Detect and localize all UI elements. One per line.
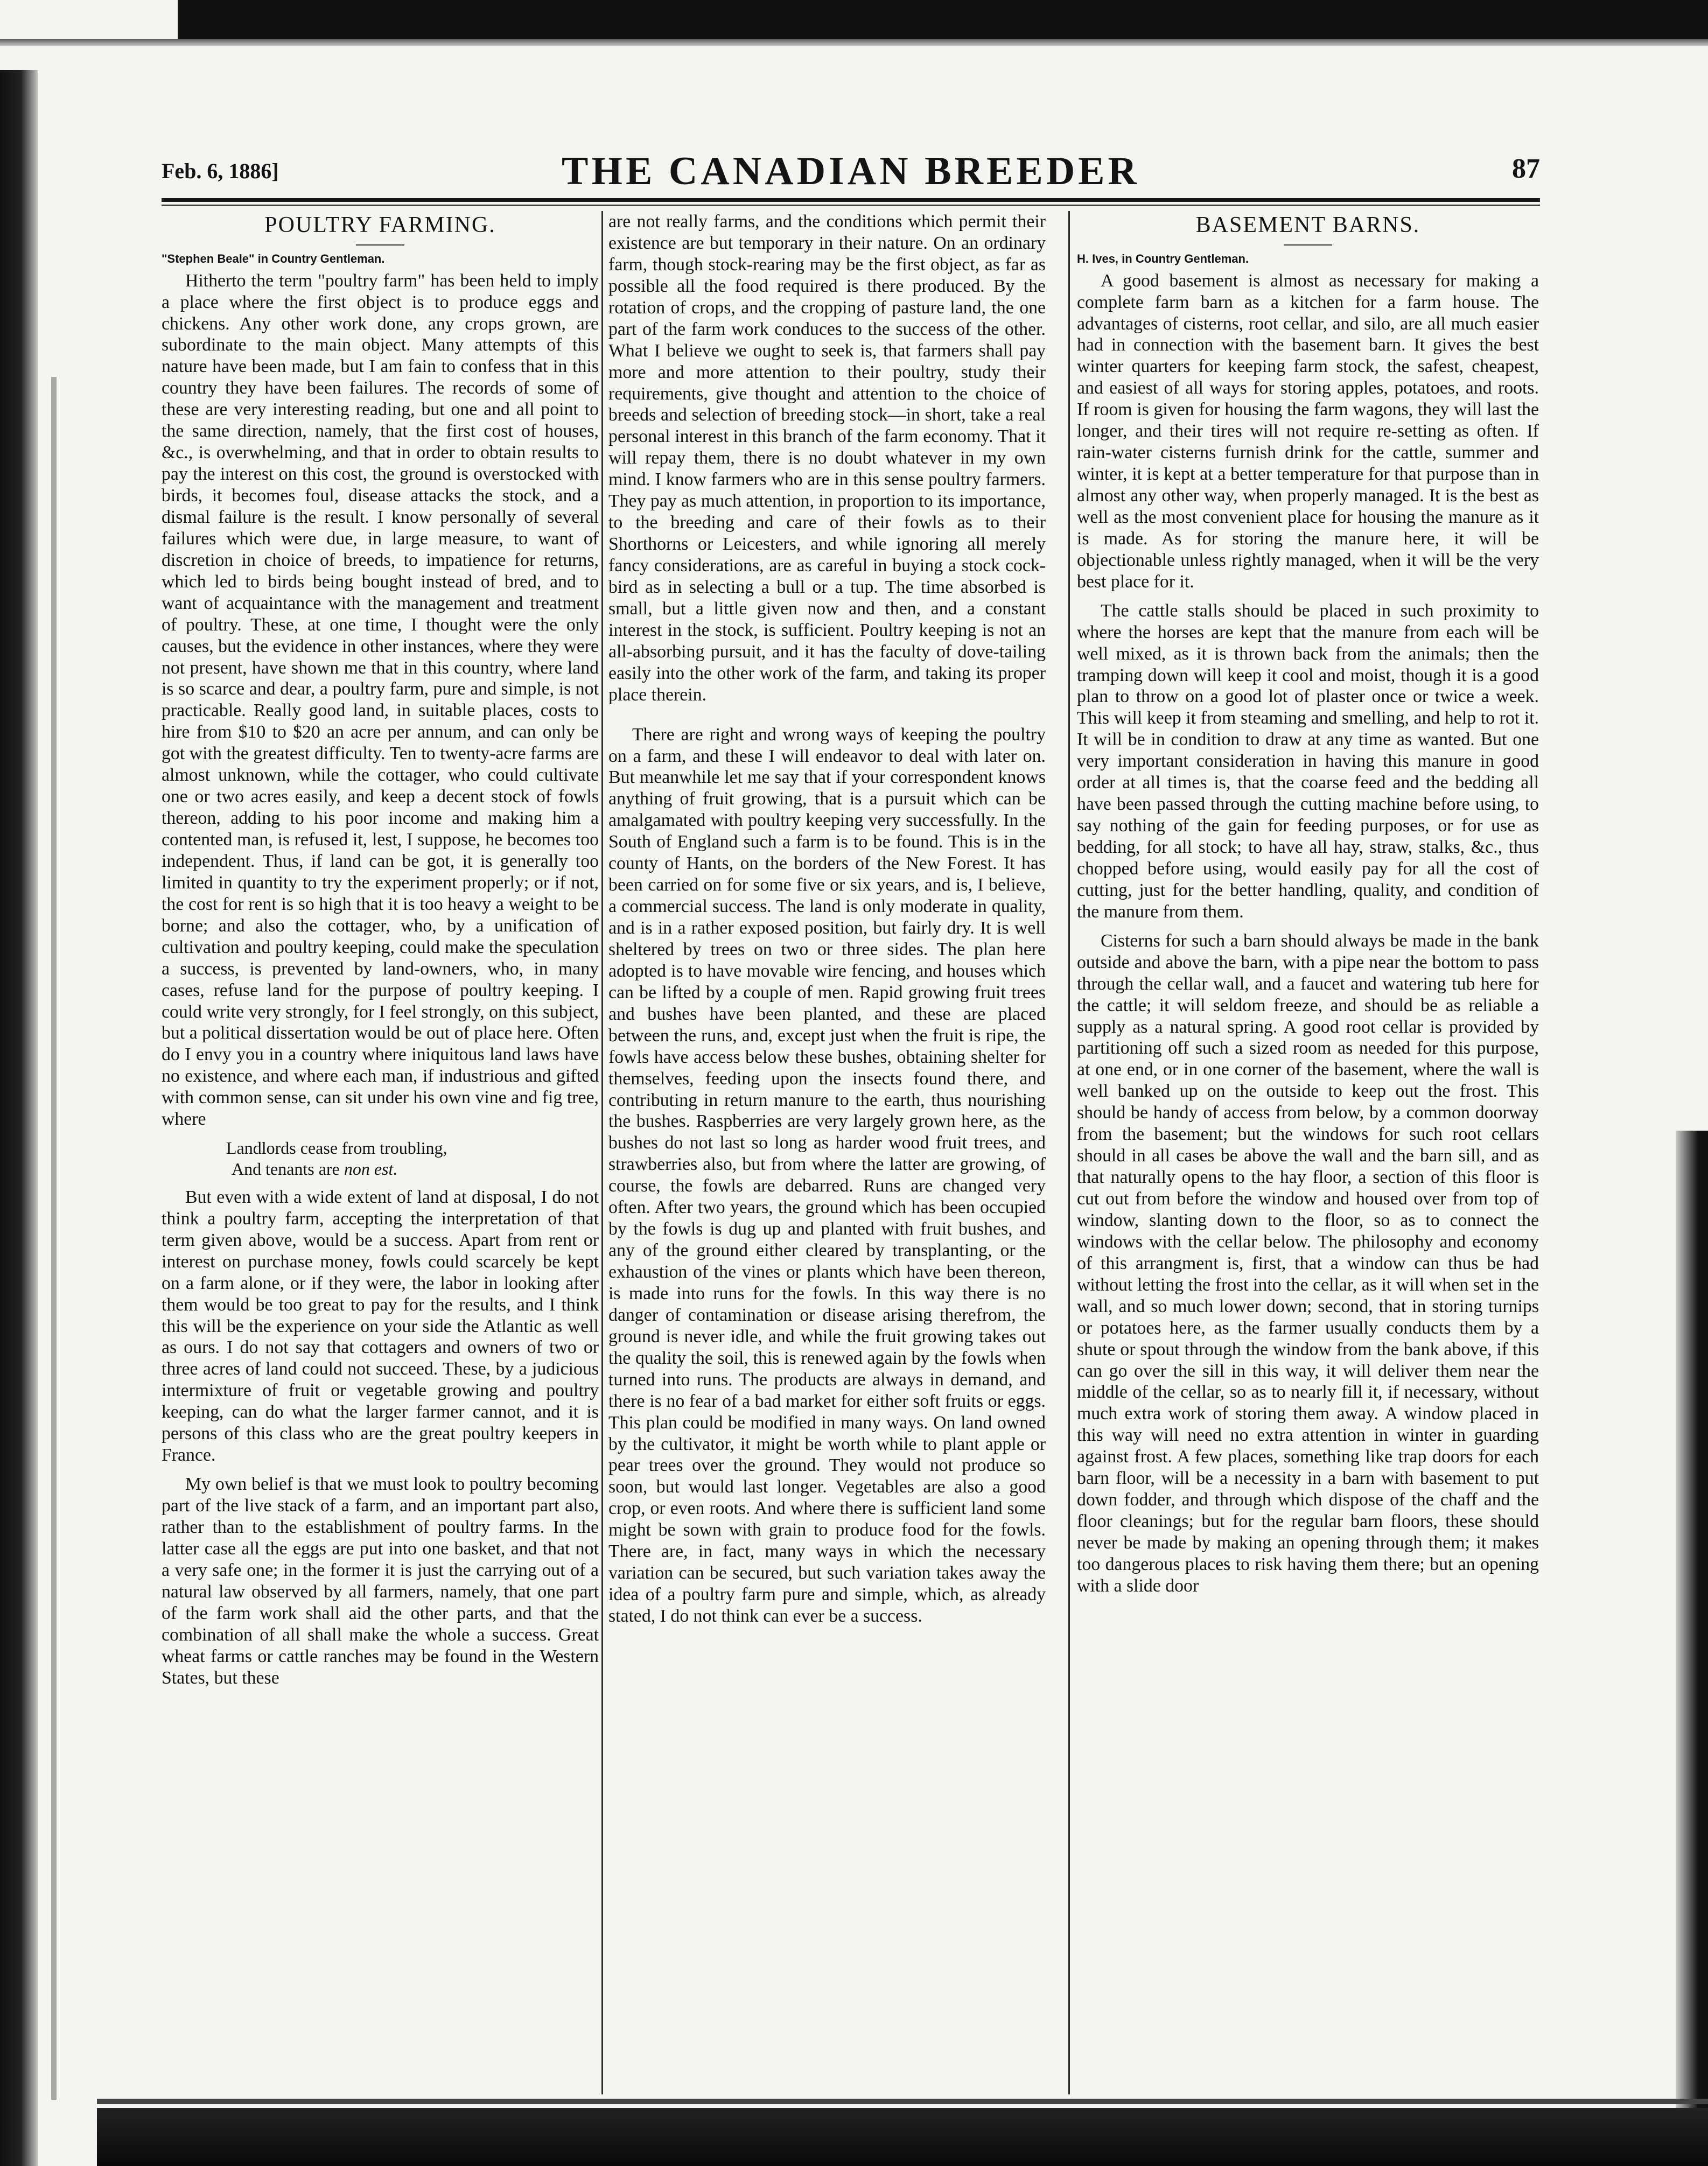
- column-divider: [601, 211, 603, 2094]
- masthead-rule-thin: [162, 205, 1540, 206]
- scan-border-right: [1676, 1131, 1708, 2166]
- verse-line-text: And tenants are: [232, 1159, 344, 1179]
- verse-line-latin: non est.: [344, 1159, 398, 1179]
- byline-poultry: "Stephen Beale" in Country Gentleman.: [162, 251, 385, 265]
- scan-border-top: [178, 0, 1708, 39]
- page-number: 87: [1512, 153, 1540, 184]
- paragraph-continued: are not really farms, and the conditions which permit their existence are but temporary in their nature. On an ordinary farm, though stock-rearing may be the first object, as far as possible all the food required is there produced. By the rotation of crops, and the cropping of pasture land, the one part of the farm work conduces to the success of the other. What I believe we ought to seek is, that farmers shall pay more and more attention to their poultry, study their requirements, give thought and attention to the choice of breeds and selection of breeding stock—in short, take a real personal interest in this branch of the farm economy. That it will repay them, there is no doubt whatever in my own mind. I know farmers who are in this sense poultry farmers. They pay as much attention, in proportion to its importance, to the breeding and care of their fowls as to their Shorthorns or Leicesters, and while ignoring all merely fancy considerations, are as careful in buying a stock cock-bird as in selecting a bull or a tup. The time absorbed is small, but a little given now and then, and a constant interest in the stock, is sufficient. Poultry keeping is not an all-absorbing pursuit, and it has the faculty of dove-tailing easily into the other work of the farm, and taking its proper place therein.: [608, 212, 1046, 705]
- column-divider: [1068, 211, 1070, 2094]
- byline-barns: H. Ives, in Country Gentleman.: [1077, 251, 1249, 265]
- scan-border-bottom: [97, 2108, 1708, 2166]
- paragraph: Hitherto the term "poultry farm" has been held to imply a place where the first object is to produce eggs and chickens. Any other work done, any crops grown, are subordinate to the main object. Many attempts of this nature have been made, but I am fain to confess that in this country they have been failures. The records of some of these are very interesting reading, but one and all point to the same direction, namely, that the first cost of houses, &c., is overwhelming, and that in order to obtain results to pay the interest on this cost, the ground is overstocked with birds, it becomes foul, disease attacks the stock, and a dismal failure is the result. I know personally of several failures which were due, in large measure, to want of discretion in choice of breeds, to impatience for returns, which led to birds being bought instead of bred, and to want of acquaintance with the management and treatment of poultry. These, at one time, I thought were the only causes, but the evidence in other instances, where they were not present, have shown me that in this country, where land is so scarce and dear, a poultry farm, pure and simple, is not practicable. Really good land, in suitable places, costs to hire from $10 to $20 an acre per annum, and can only be got with the greatest difficulty. Ten to twenty-acre farms are almost unknown, while the cottager, who could cultivate one or two acres easily, and keep a decent stock of fowls thereon, adding to his poor income and making him a contented man, is refused it, lest, I suppose, he becomes too independent. Thus, if land can be got, it is generally too limited in quantity to try the experiment properly; or if not, the cost for rent is so high that it is too heavy a weight to be borne; and also the cottager, who, by a unification of cultivation and poultry keeping, could make the speculation a success, is prevented by land-owners, who, in many cases, refuse land for the purpose of poultry keeping. I could write very strongly, for I feel strongly, on this subject, but a political dissertation would be out of place here. Often do I envy you in a country where iniquitous land laws have no existence, and where each man, if industrious and gifted with common sense, can sit under his own vine and fig tree, where: [162, 270, 599, 1130]
- article-title-poultry: POULTRY FARMING.: [264, 213, 496, 237]
- issue-date: Feb. 6, 1886]: [162, 159, 279, 183]
- paragraph: My own belief is that we must look to poultry becoming part of the live stack of a farm, and an important part also, rather than to the establishment of poultry farms. In the latter case all the eggs are put into one basket, and that not a very safe one; in the former it is just the carrying out of a natural law observed by all farmers, namely, that one part of the farm work shall aid the other parts, and that the combination of all shall make the whole a success. Great wheat farms or cattle ranches may be found in the Western States, but these: [162, 1474, 599, 1688]
- paragraph: The cattle stalls should be placed in such proximity to where the horses are kept that the manure from each will be well mixed, as it is thrown back from the animals; then the tramping down will keep it cool and moist, though it is a good plan to throw on a good lot of plaster once or twice a week. This will keep it from steaming and smelling, and help to rot it. It will be in condition to draw at any time as wanted. But one very important consideration in having this manure in good order at all times is, that the coarse feed and the bedding all have been passed through the cutting machine before using, to say nothing of the gain for feeding purposes, or for use as bedding, for all stock; to have all hay, straw, stalks, &c., thus chopped before using, would easily pay for all the cost of cutting, just for the better handling, quality, and condition of the manure from them.: [1077, 600, 1539, 922]
- verse-quote: [226, 1138, 599, 1179]
- scan-border-left: [0, 70, 38, 2166]
- verse-line: [226, 1159, 599, 1179]
- paragraph: A good basement is almost as necessary for making a complete farm barn as a kitchen for a farm house. The advantages of cisterns, root cellar, and silo, are all much easier had in connection with the basement barn. It gives the best winter quarters for keeping farm stock, the safest, cheapest, and easiest of all ways for storing apples, potatoes, and roots. If room is given for housing the farm wagons, they will last the longer, and their tires will not require re-setting as often. If rain-water cisterns furnish drink for the cattle, summer and winter, it is kept at a better temperature for that purpose than in almost any other way, when properly managed. It is the best as well as the most convenient place for housing the manure as it is made. As for storing the manure here, it will be objectionable unless rightly managed, when it will be the very best place for it.: [1077, 270, 1539, 592]
- paragraph: There are right and wrong ways of keeping the poultry on a farm, and these I will endeavor to deal with later on. But meanwhile let me say that if your correspondent knows anything of fruit growing, that is a pursuit which can be amalgamated with poultry keeping very successfully. In the South of England such a farm is to be found. This is in the county of Hants, on the borders of the New Forest. It has been carried on for some five or six years, and is, I believe, a commercial success. The land is only moderate in quality, and is in a rather exposed position, but fairly dry. It is well sheltered by trees on two or three sides. The plan here adopted is to have movable wire fencing, and houses which can be lifted by a couple of men. Rapid growing fruit trees and bushes have been planted, and these are placed between the runs, and, except just when the fruit is ripe, the fowls have access below these bushes, obtaining shelter for themselves, feeding upon the insects found there, and contributing in return manure to the earth, thus nourishing the bushes. Raspberries are very largely grown here, as the bushes do not last so long as harder wood fruit trees, and strawberries also, but from where the latter are growing, of course, the fowls are debarred. Runs are changed very often. After two years, the ground which has been occupied by the fowls is dug up and planted with fruit bushes, and any of the ground either cleared by transplanting, or the exhaustion of the vines or plants which have been thereon, is made into runs for the fowls. In this way there is no danger of contamination or disease arising therefrom, the ground is never idle, and while the fruit growing takes out the quality the soil, this is renewed again by the fowls when turned into runs. The products are always in demand, and there is no fear of a bad market for either soft fruits or eggs. This plan could be modified in many ways. On land owned by the cultivator, it might be worth while to plant apple or pear trees over the ground. They would not produce so soon, but would last longer. Vegetables are also a good crop, or even roots. And where there is sufficient land some might be sown with grain to produce food for the fowls. There are, in fact, many ways in which the necessary variation can be secured, but such variation takes away the idea of a poultry farm pure and simple, which, as already stated, I do not think can ever be a success.: [608, 724, 1046, 1626]
- paragraph: But even with a wide extent of land at disposal, I do not think a poultry farm, accepting the interpretation of that term given above, would be a success. Apart from rent or interest on purchase money, fowls could scarcely be kept on a farm alone, or if they were, the labor in looking after them would be too great to pay for the results, and I think this will be the experience on your side the Atlantic as well as ours. I do not say that cottagers and owners of two or three acres of land could not succeed. These, by a judicious intermixture of fruit or vegetable growing and poultry keeping, can do what the larger farmer cannot, and it is persons of this class who are the great poultry keepers in France.: [162, 1187, 599, 1466]
- scan-streak-left: [51, 377, 57, 2100]
- article-title-barns: BASEMENT BARNS.: [1195, 213, 1420, 237]
- column-1: [162, 211, 599, 2095]
- verse-line: Landlords cease from troubling,: [226, 1138, 447, 1158]
- masthead-rule: [162, 198, 1540, 202]
- newspaper-title: THE CANADIAN BREEDER: [562, 149, 1140, 193]
- paragraph: Cisterns for such a barn should always be made in the bank outside and above the barn, with a pipe near the bottom to pass through the cellar wall, and a faucet and watering tub here for the cattle; it will seldom freeze, and should be as reliable a supply as a natural spring. A good root cellar is provided by partitioning off such a sized room as needed for this purpose, at one end, or in one corner of the basement, where the wall is well banked up on the outside to keep out the frost. This should be handy of access from below, by a common doorway from the basement; but the windows for such root cellars should in all cases be above the wall and the barn sill, and as that naturally opens to the hay floor, a section of this floor is cut out from before the window and housed over from top of window, slanting down to the floor, so as to connect the windows with the cellar below. The philosophy and economy of this arrangment is, first, that a window can thus be had without letting the frost into the cellar, as it will when set in the wall, and so much lower down; second, that in storing turnips or potatoes here, as the farmer usually conducts them by a shute or spout through the window from the bank above, if this can go over the sill in this way, it will deliver them near the middle of the cellar, so as to nearly fill it, if necessary, without much extra work of storing them away. A window placed in this way will need no extra attention in winter in guarding against frost. A few places, something like trap doors for each barn floor, will be a necessity in a barn with basement to put down fodder, and through which dispose of the chaff and the floor cleanings; but for the regular barn floors, these should never be made by making an opening through them; it makes too dangerous places to risk having them there; but an opening with a slide door: [1077, 930, 1539, 1596]
- scan-border-top-fade: [0, 39, 1708, 46]
- column-3: [1077, 211, 1539, 2095]
- masthead: [162, 149, 1540, 192]
- title-dash: [356, 244, 404, 246]
- scan-border-bottom-line: [97, 2099, 1708, 2104]
- title-dash: [1284, 244, 1332, 246]
- column-2: [608, 211, 1046, 2095]
